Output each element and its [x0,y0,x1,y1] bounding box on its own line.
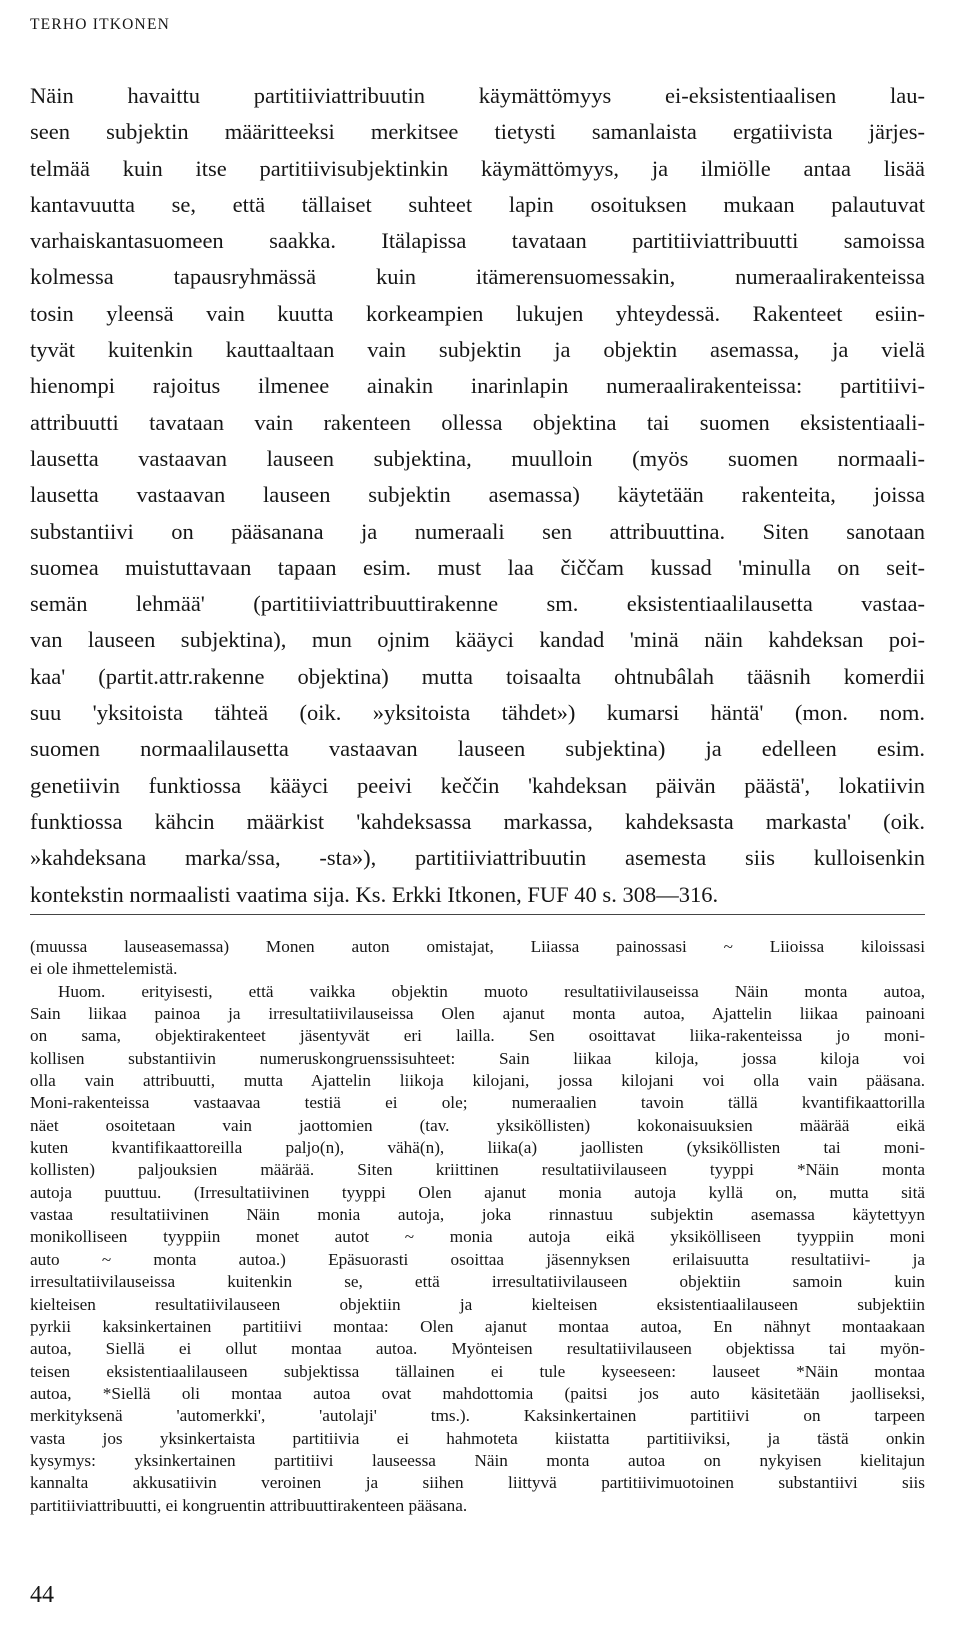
footnote-line: monikolliseen tyyppiin monet autot ~ monia autoja eikä yksikölliseen tyyppiin moni [30,1227,925,1247]
footnote-line: pyrkii kaksinkertainen partitiivi montaa: Olen ajanut montaa autoa, En nähnyt montaakaan [30,1316,925,1336]
main-line: attribuutti tavataan vain rakenteen ollessa objektina tai suomen eksistentiaali- [30,409,925,435]
main-line: suomen normaalilausetta vastaavan lauseen subjektina) ja edelleen esim. [30,736,925,762]
footnote-divider [30,914,925,915]
footnote-line: näet osoitetaan vain jaottomien (tav. yksiköllisten) kokonaisuuksien määrää eikä [30,1115,925,1135]
footnote-line: autoa, *Siellä oli montaa autoa ovat mahdottomia (paitsi jos auto käsitetään jaolliseksi, [30,1383,925,1403]
main-line: kolmessa tapausryhmässä kuin itämerensuomessakin, numeraalirakenteissa [30,264,925,290]
footnote-line: merkityksenä 'automerkki', 'autolaji' tms.). Kaksinkertainen partitiivi on tarpeen [30,1406,925,1426]
main-text [30,78,925,913]
main-line: seen subjektin määritteeksi merkitsee tietysti samanlaista ergatiivista järjes- [30,119,925,145]
main-line: Näin havaittu partitiiviattribuutin käymättömyys ei-eksistentiaalisen lau- [30,83,925,108]
running-head: TERHO ITKONEN [30,16,171,33]
footnote-line: Sain liikaa painoa ja irresultatiivilauseissa Olen ajanut monta autoa, Ajattelin liikaa painoani [30,1004,925,1024]
footnote-line: kannalta akkusatiivin veroinen ja siihen liittyvä partitiivimuotoinen substantiivi siis [30,1473,925,1493]
main-line: telmää kuin itse partitiivisubjektinkin käymättömyys, ja ilmiölle antaa lisää [30,155,925,181]
main-line: van lauseen subjektina), mun ojnim kääyci kandad 'minä näin kahdeksan poi- [30,627,925,653]
main-line: tyvät kuitenkin kauttaaltaan vain subjektin ja objektin asemassa, ja vielä [30,337,925,363]
footnote-line: vastaa resultatiivinen Näin monia autoja, joka rinnastuu subjektin asemassa käytettyyn [30,1205,925,1225]
footnote-line: kuten kvantifikaattoreilla paljo(n), vähä(n), liika(a) jaollisten (yksiköllisten tai moni- [30,1138,925,1158]
footnote-line: irresultatiivilauseissa kuitenkin se, että irresultatiivilauseen objektiin samoin kuin [30,1272,925,1292]
footnote-line: Huom. erityisesti, että vaikka objektin muoto resultatiivilauseissa Näin monta autoa, [58,981,925,1001]
footnote-line: kollisten) paljouksien määrää. Siten kriittinen resultatiivilauseen tyyppi *Näin monta [30,1160,925,1180]
footnote-line: kielteisen resultatiivilauseen objektiin ja kielteisen eksistentiaalilauseen subjektiin [30,1294,925,1314]
footnote-line: partitiiviattribuutti, ei kongruentin attribuuttirakenteen pääsana. [30,1495,468,1515]
footnote-line: (muussa lauseasemassa) Monen auton omistajat, Liiassa painossasi ~ Liioissa kiloissasi [30,937,925,956]
footnote-line: on sama, objektirakenteet jäsentyvät eri lailla. Sen osoittavat liika-rakenteissa jo moni- [30,1026,925,1046]
main-line: lausetta vastaavan lauseen subjektina, muulloin (myös suomen normaali- [30,445,925,471]
main-line: semän lehmää' (partitiiviattribuuttirakenne sm. eksistentiaalilausetta vastaa- [30,591,925,617]
main-line: suomea muistuttavaan tapaan esim. must laa čiččam kussad 'minulla on seit- [30,554,925,580]
main-line: tosin yleensä vain kuutta korkeampien lukujen yhteydessä. Rakenteet esiin- [30,300,925,326]
footnote-line: ei ole ihmettelemistä. [30,959,178,979]
footnotes [30,936,925,1517]
main-line: kantavuutta se, että tällaiset suhteet lapin osoituksen mukaan palautuvat [30,191,925,217]
main-line: varhaiskantasuomeen saakka. Itälapissa tavataan partitiiviattribuutti samoissa [30,228,925,254]
main-line: funktiossa kähcin määrkist 'kahdeksassa markassa, kahdeksasta markasta' (oik. [30,808,925,834]
footnote-line: kollisen substantiivin numeruskongruenssisuhteet: Sain liikaa kiloja, jossa kiloja voi [30,1048,925,1068]
page-number: 44 [30,1582,54,1608]
footnote-line: kysymys: yksinkertainen partitiivi lauseessa Näin monta autoa on nykyisen kielitajun [30,1450,925,1470]
footnote-line: vasta jos yksinkertaista partitiivia ei hahmoteta kiistatta partitiiviksi, ja tästä onkin [30,1428,925,1448]
main-line: kontekstin normaalisti vaatima sija. Ks. Erkki Itkonen, FUF 40 s. 308—316. [30,881,719,907]
footnote-line: olla vain attribuutti, mutta Ajattelin liikoja kilojani, jossa kilojani voi olla vain pääsana. [30,1071,925,1091]
main-line: kaa' (partit.attr.rakenne objektina) mutta toisaalta ohtnubâlah tääsnih komerdii [30,663,925,689]
main-line: hienompi rajoitus ilmenee ainakin inarinlapin numeraalirakenteissa: partitiivi- [30,373,925,399]
main-line: suu 'yksitoista tähteä (oik. »yksitoista tähdet») kumarsi häntä' (mon. nom. [30,700,925,726]
footnote-line: autoa, Siellä ei ollut montaa autoa. Myönteisen resultatiivilauseen objektissa tai myön- [30,1339,925,1359]
footnote-line: Moni-rakenteissa vastaavaa testiä ei ole; numeraalien tavoin tällä kvantifikaattorilla [30,1093,925,1113]
main-line: »kahdeksana marka/ssa, -sta»), partitiiviattribuutin asemesta siis kulloisenkin [30,845,925,871]
footnote-line: autoja puuttuu. (Irresultatiivinen tyyppi Olen ajanut monia autoja kyllä on, mutta sitä [30,1182,925,1202]
footnote-line: teisen eksistentiaalilauseen subjektissa tällainen ei tule kyseeseen: lauseet *Näin montaa [30,1361,925,1381]
main-line: lausetta vastaavan lauseen subjektin asemassa) käytetään rakenteita, joissa [30,482,925,508]
footnote-line: auto ~ monta autoa.) Epäsuorasti osoittaa jäsennyksen erilaisuutta resultatiivi- ja [30,1249,925,1269]
main-line: genetiivin funktiossa kääyci peeivi keččin 'kahdeksan päivän päästä', lokatiivin [30,772,925,798]
main-line: substantiivi on pääsanana ja numeraali sen attribuuttina. Siten sanotaan [30,518,925,544]
